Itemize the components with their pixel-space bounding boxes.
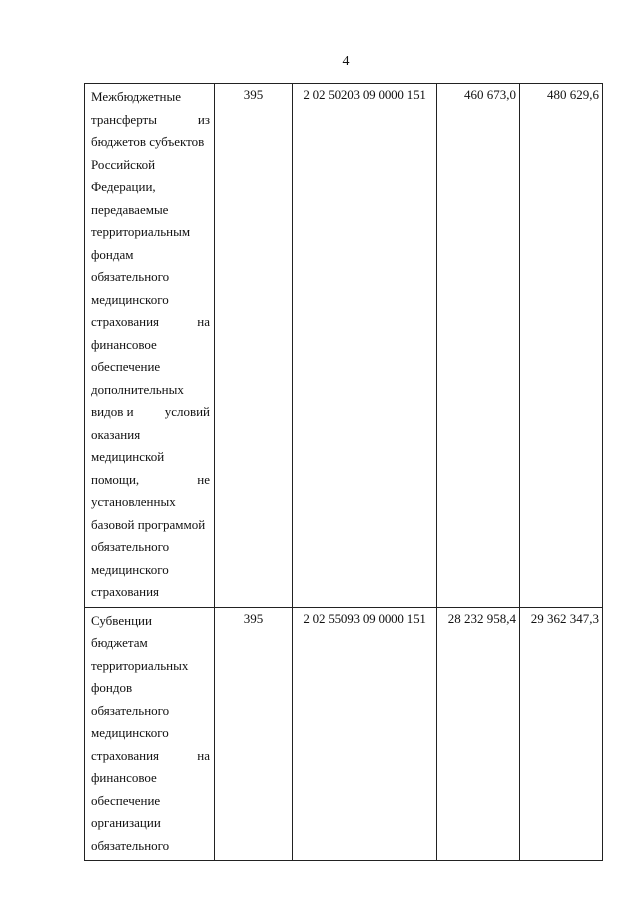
name-line: Субвенции — [91, 612, 152, 628]
table-row — [85, 607, 603, 861]
name-line: обеспечение — [91, 359, 161, 374]
name-line — [91, 311, 210, 334]
budget-table — [84, 83, 603, 861]
name-line — [91, 469, 210, 492]
name-line: обязательного — [91, 269, 170, 284]
name-line: базовой программой — [91, 516, 206, 532]
name-line: обязательного — [91, 702, 170, 718]
name-line: передаваемые — [91, 201, 169, 217]
name-line: медицинского — [91, 725, 169, 740]
admin-code-cell: 395 — [215, 84, 293, 608]
amount-year-1-cell: 28 232 958,4 — [437, 607, 520, 861]
name-line: финансовое — [91, 336, 157, 352]
name-line: обязательного — [91, 539, 170, 554]
name-line: обеспечение — [91, 792, 161, 808]
kbk-code-cell: 2 02 55093 09 0000 151 — [293, 607, 437, 861]
admin-code-cell: 395 — [215, 607, 293, 861]
name-line: дополнительных — [91, 381, 184, 397]
revenue-name-cell — [85, 607, 215, 861]
kbk-code-cell: 2 02 50203 09 0000 151 — [293, 84, 437, 608]
name-line: территориальных — [91, 657, 189, 673]
name-line: медицинского — [91, 291, 169, 307]
name-line — [91, 109, 210, 132]
name-line-left: видов и — [91, 404, 134, 419]
name-line: фондов — [91, 680, 133, 695]
name-line: Российской — [91, 156, 156, 172]
name-line: Федерации, — [91, 179, 156, 194]
amount-year-2-cell: 29 362 347,3 — [520, 607, 603, 861]
name-line: фондам — [91, 246, 134, 262]
name-line: оказания — [91, 426, 141, 442]
name-line-right: не — [197, 471, 210, 487]
name-line: финансовое — [91, 770, 157, 785]
name-line: медицинской — [91, 449, 165, 464]
name-line: Межбюджетные — [91, 89, 181, 104]
name-line: обязательного — [91, 837, 170, 853]
name-line: организации — [91, 815, 161, 830]
name-line-right: на — [197, 747, 210, 763]
revenue-name-cell — [85, 84, 215, 608]
name-line-left: страхования — [91, 747, 160, 763]
name-line-left: страхования — [91, 314, 160, 329]
name-line-right: из — [197, 111, 210, 127]
table-row — [85, 84, 603, 608]
amount-year-2-cell: 480 629,6 — [520, 84, 603, 608]
name-line: бюджетов субъектов — [91, 134, 205, 149]
name-line-right: условий — [164, 404, 210, 419]
amount-year-1-cell: 460 673,0 — [437, 84, 520, 608]
name-line: территориальным — [91, 224, 191, 239]
name-line-left: помощи, — [91, 471, 140, 487]
page-number: 4 — [342, 54, 350, 69]
name-line: бюджетам — [91, 635, 148, 650]
name-line: медицинского — [91, 561, 169, 577]
name-line: страхования — [91, 584, 160, 599]
name-line: установленных — [91, 494, 176, 509]
name-line — [91, 745, 210, 768]
name-line-left: трансферты — [91, 111, 157, 127]
name-line-right: на — [197, 314, 210, 329]
name-line — [91, 401, 210, 424]
